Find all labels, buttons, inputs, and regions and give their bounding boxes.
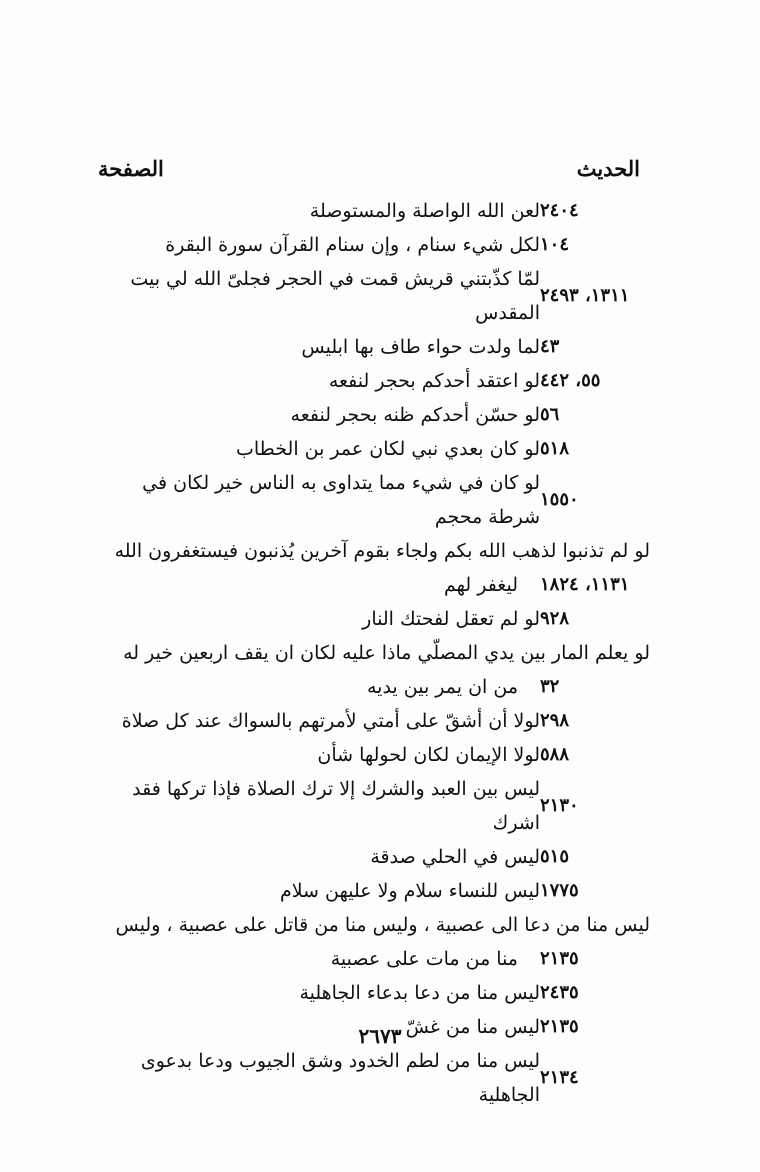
- list-item: [90, 398, 650, 432]
- list-item: [90, 432, 650, 466]
- list-item: [90, 466, 650, 534]
- list-item: [90, 840, 650, 874]
- hadith-text: لو يعلم المار بين يدي المصلّي ماذا عليه لكان ان يقف اربعين خير له: [123, 642, 650, 664]
- page-ref: ٥٥، ٤٤٢: [540, 370, 601, 391]
- page-ref: ٢١٣٥: [540, 948, 579, 969]
- column-header-hadith: الحديث: [576, 156, 640, 181]
- list-item: [90, 772, 650, 840]
- list-item: [90, 330, 650, 364]
- page-ref: ١٣١١، ٢٤٩٣: [540, 285, 630, 306]
- hadith-continuation-row: [90, 670, 650, 704]
- hadith-continuation-row: [90, 568, 650, 602]
- list-item: [90, 194, 650, 228]
- list-item: [90, 704, 650, 738]
- page-ref: ٢١٣٠: [540, 795, 579, 816]
- page-ref: ٢١٣٤: [540, 1067, 579, 1088]
- hadith-text: لو لم تعقل لفحتك النار: [362, 608, 540, 630]
- page-ref: ٢٤٠٤: [540, 200, 579, 221]
- page-ref: ٤٣: [540, 336, 560, 357]
- page-ref: ٢١٣٥: [540, 1016, 579, 1037]
- list-item: [90, 364, 650, 398]
- hadith-index-list: [90, 194, 650, 1112]
- page-ref: ٩٢٨: [540, 608, 570, 629]
- hadith-text-continued: ليغفر لهم: [443, 574, 518, 596]
- hadith-text: لولا أن أشقّ على أمتي لأمرتهم بالسواك عند كل صلاة: [121, 710, 540, 732]
- hadith-text: ليس منا من دعا بدعاء الجاهلية: [299, 982, 540, 1004]
- hadith-text: ليس منا من غشّ: [405, 1016, 540, 1038]
- hadith-text: ليس بين العبد والشرك إلا ترك الصلاة فإذا تركها فقد اشرك: [132, 778, 540, 834]
- list-item: [90, 738, 650, 772]
- page-ref: ٥١٨: [540, 438, 570, 459]
- page-ref: ٥١٥: [540, 846, 570, 867]
- hadith-text: لعن الله الواصلة والمستوصلة: [309, 200, 540, 222]
- page-ref: ١١٣١، ١٨٢٤: [540, 574, 630, 595]
- hadith-text: لو حسّن أحدكم ظنه بحجر لنفعه: [290, 404, 540, 426]
- list-item: [90, 908, 650, 976]
- hadith-text: لولا الإيمان لكان لحولها شأن: [317, 744, 540, 766]
- hadith-text-continued: منا من مات على عصبية: [330, 948, 518, 970]
- hadith-text: لو كان بعدي نبي لكان عمر بن الخطاب: [236, 438, 540, 460]
- hadith-text: لما ولدت حواء طاف بها ابليس: [301, 336, 540, 358]
- page-ref: ٥٨٨: [540, 744, 570, 765]
- hadith-continuation-row: [90, 942, 650, 976]
- list-item: [90, 262, 650, 330]
- page-number: ٢٦٧٣: [358, 1024, 402, 1048]
- hadith-text: ليس للنساء سلام ولا عليهن سلام: [279, 880, 540, 902]
- hadith-text: لمّا كذّبتني قريش قمت في الحجر فجلىّ الله لي بيت المقدس: [130, 268, 540, 324]
- list-item: [90, 534, 650, 602]
- page-ref: ١٥٥٠: [540, 489, 579, 510]
- hadith-text: ليس منا من دعا الى عصبية ، وليس منا من قاتل على عصبية ، وليس: [115, 914, 650, 936]
- list-item: [90, 874, 650, 908]
- hadith-text: لكل شيء سنام ، وإن سنام القرآن سورة البقرة: [165, 234, 540, 256]
- page-ref: ١٧٧٥: [540, 880, 579, 901]
- list-item: [90, 636, 650, 704]
- page-ref: ١٠٤: [540, 234, 570, 255]
- hadith-text: لو اعتقد أحدكم بحجر لنفعه: [328, 370, 540, 392]
- hadith-text: ليس منا من لطم الخدود وشق الجيوب ودعا بدعوى الجاهلية: [140, 1050, 540, 1106]
- page-ref: ٢٩٨: [540, 710, 570, 731]
- hadith-text: ليس في الحلي صدقة: [370, 846, 540, 868]
- page-ref: ٢٤٣٥: [540, 982, 579, 1003]
- list-item: [90, 602, 650, 636]
- hadith-text: لو لم تذنبوا لذهب الله بكم ولجاء بقوم آخرين يُذنبون فيستغفرون الله: [114, 540, 650, 562]
- list-item: [90, 976, 650, 1010]
- page-ref: ٣٢: [540, 676, 560, 697]
- list-item: [90, 1044, 650, 1112]
- list-item: [90, 228, 650, 262]
- column-header-page: الصفحة: [98, 156, 164, 181]
- hadith-text: لو كان في شيء مما يتداوى به الناس خير لكان في شرطة محجم: [142, 472, 540, 528]
- hadith-text-continued: من ان يمر بين يديه: [366, 676, 518, 698]
- page-ref: ٥٦: [540, 404, 560, 425]
